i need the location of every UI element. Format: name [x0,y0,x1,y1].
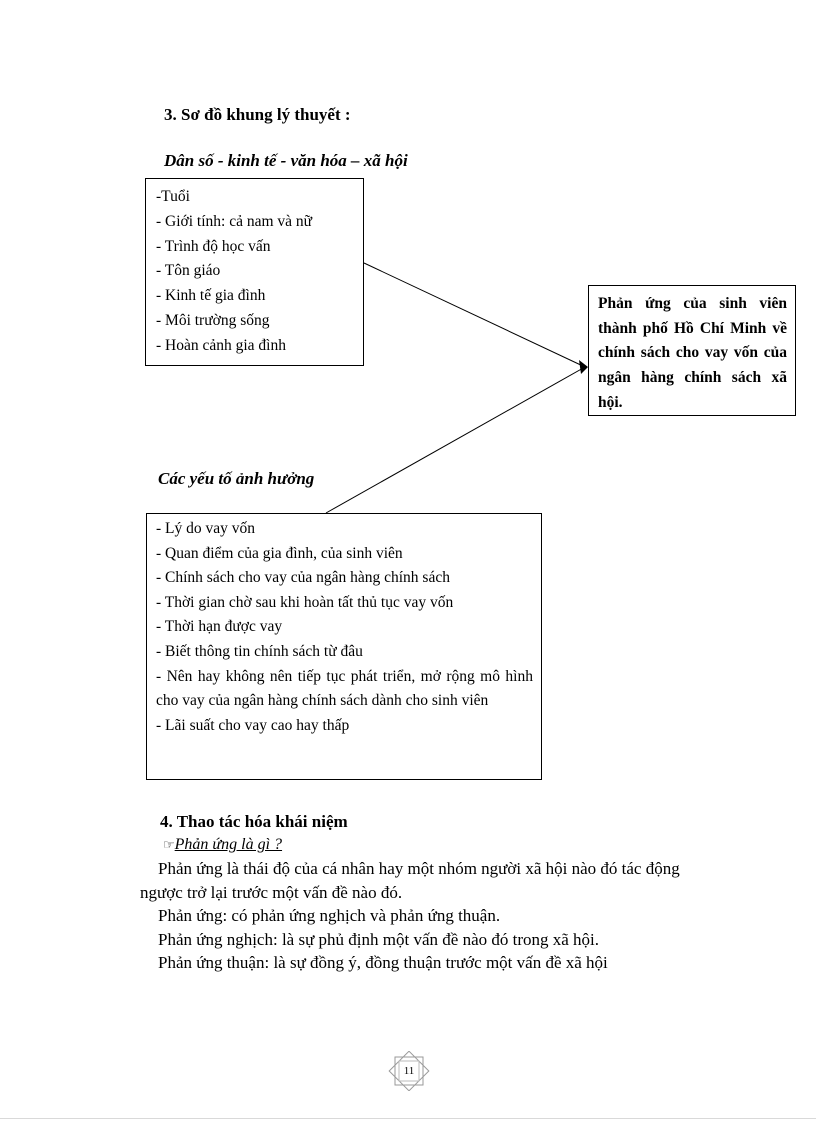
factor-item: - Thời gian chờ sau khi hoàn tất thủ tục vay vốn [156,593,454,611]
paragraph-4: Phản ứng thuận: là sự đồng ý, đồng thuận trước một vấn đề xã hội [158,953,608,972]
demographic-box [145,178,364,366]
paragraph-3: Phản ứng nghịch: là sự phủ định một vấn đề nào đó trong xã hội. [158,930,600,949]
factor-item: - Chính sách cho vay của ngân hàng chính sách [156,569,450,587]
section-3-title: 3. Sơ đồ khung lý thuyết : [164,105,351,124]
definition-row [163,836,282,854]
paragraph-2: Phản ứng: có phản ứng nghịch và phản ứng thuận. [158,906,501,925]
factors-box [146,513,542,780]
paragraph-1-line-1: Phản ứng là thái độ của cá nhân hay một nhóm người xã hội nào đó tác động [158,859,680,878]
demographic-item: -Tuổi [156,188,190,205]
result-text: Phản ứng của sinh viên thành phố Hồ Chí Minh về chính sách cho vay vốn của ngân hàng chính sách xã hội. [598,295,787,411]
demographic-item: - Hoàn cảnh gia đình [156,336,286,354]
pointing-hand-icon: ☞ [163,837,175,852]
factors-heading: Các yếu tố ảnh hưởng [158,469,315,488]
connector-factors-to-result [326,367,585,513]
demographic-item: - Trình độ học vấn [156,237,271,255]
demographic-heading: Dân số - kinh tế - văn hóa – xã hội [164,151,408,170]
factor-item: - Nên hay không nên tiếp tục phát triển, mở rộng mô hình cho vay của ngân hàng chính sách dành cho sinh viên [156,667,533,710]
arrowhead [579,360,588,374]
factor-item: - Biết thông tin chính sách từ đâu [156,642,363,660]
demographic-item: - Kinh tế gia đình [156,287,266,305]
footer-divider [0,1118,816,1119]
demographic-item: - Môi trường sống [156,311,270,329]
definition-link[interactable]: Phản ứng là gì ? [174,836,283,853]
connector-demographic-to-result [364,263,585,367]
factor-item: - Lãi suất cho vay cao hay thấp [156,716,350,734]
factor-item: - Thời hạn được vay [156,618,283,636]
demographic-item: - Giới tính: cả nam và nữ [156,212,313,230]
demographic-item: - Tôn giáo [156,262,221,280]
paragraph-1-line-2: ngược trở lại trước một vấn đề nào đó. [140,883,403,902]
factor-item: - Quan điểm của gia đình, của sinh viên [156,544,403,562]
page-number-ornament [387,1051,431,1091]
section-4-title: 4. Thao tác hóa khái niệm [160,812,348,831]
factor-item: - Lý do vay vốn [156,520,256,537]
result-box [588,285,796,416]
page-number: 11 [403,1065,415,1077]
